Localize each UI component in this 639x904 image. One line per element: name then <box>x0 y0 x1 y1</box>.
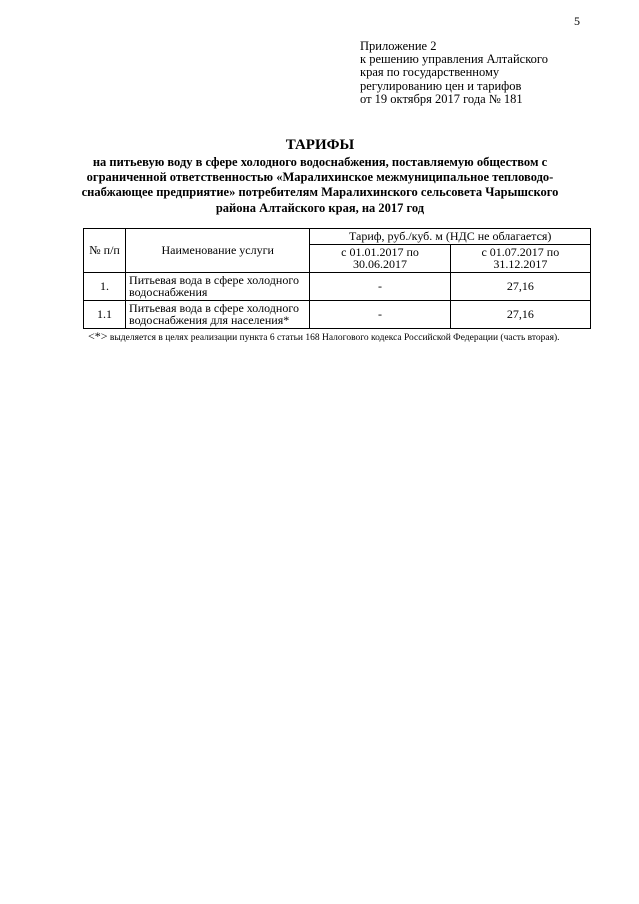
row-num: 1. <box>84 272 126 300</box>
title-subtitle-line: ограниченной ответственностью «Маралихинское межмуниципальное тепловодо- <box>86 170 554 185</box>
footnote-mark: <*> <box>88 329 108 343</box>
appendix-header <box>360 40 548 106</box>
appendix-line: регулированию цен и тарифов <box>360 78 522 93</box>
table-row <box>84 272 591 300</box>
row-period-2-value: 27,16 <box>450 300 590 328</box>
appendix-line: к решению управления Алтайского <box>360 52 548 67</box>
header-tariff: Тариф, руб./куб. м (НДС не облагается) <box>310 229 591 245</box>
tariffs-table <box>83 228 591 329</box>
row-num: 1.1 <box>84 300 126 328</box>
appendix-line: от 19 октября 2017 года № 181 <box>360 91 523 106</box>
title-main: ТАРИФЫ <box>285 137 355 153</box>
row-service-name: Питьевая вода в сфере холодного водоснабжения <box>126 272 310 300</box>
header-period-1: с 01.01.2017 по 30.06.2017 <box>310 244 450 272</box>
footnote-text: выделяется в целях реализации пункта 6 статьи 168 Налогового кодекса Российской Федерации (часть вторая). <box>109 333 560 343</box>
title-subtitle-line: на питьевую воду в сфере холодного водоснабжения, поставляемую обществом с <box>92 155 548 169</box>
document-title <box>70 136 570 216</box>
footnote <box>88 330 588 345</box>
page-number: 5 <box>574 14 580 28</box>
title-subtitle-line: района Алтайского края, на 2017 год <box>215 200 425 215</box>
header-num: № п/п <box>84 229 126 273</box>
row-period-2-value: 27,16 <box>450 272 590 300</box>
appendix-line: края по государственному <box>360 65 500 80</box>
row-period-1-value: - <box>310 272 450 300</box>
header-period-2: с 01.07.2017 по 31.12.2017 <box>450 244 590 272</box>
row-service-name: Питьевая вода в сфере холодного водоснабжения для населения* <box>126 300 310 328</box>
row-period-1-value: - <box>310 300 450 328</box>
appendix-line: Приложение 2 <box>360 39 437 53</box>
table-header-row <box>84 229 591 245</box>
title-subtitle-line: снабжающее предприятие» потребителям Маралихинского сельсовета Чарышского <box>81 185 559 200</box>
table-row <box>84 300 591 328</box>
header-service-name: Наименование услуги <box>126 229 310 273</box>
